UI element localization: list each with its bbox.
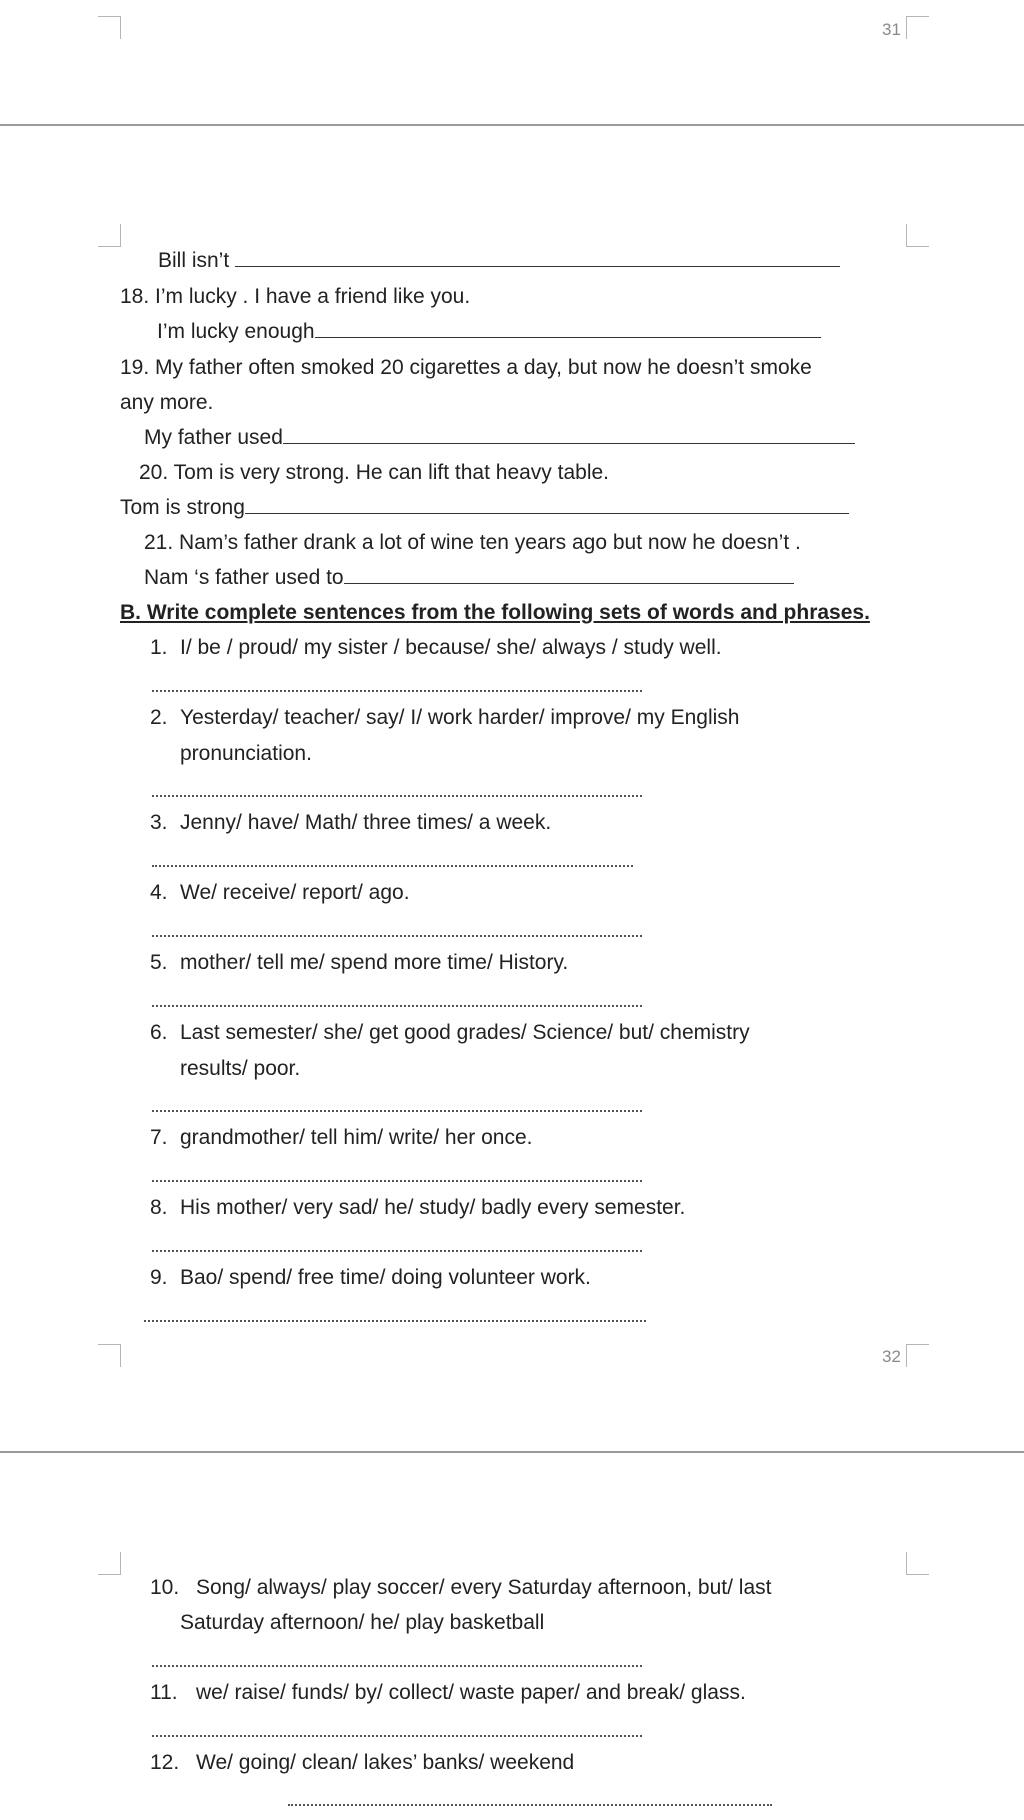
item-number: 5. (150, 951, 168, 974)
answer-dotted-line[interactable] (152, 1735, 642, 1737)
section-b-heading: B. Write complete sentences from the following sets of words and phrases. (120, 601, 870, 624)
exercise-item (150, 634, 722, 662)
exercise-item (150, 1264, 591, 1292)
item-prompt: I/ be / proud/ my sister / because/ she/ always / study well. (180, 636, 722, 659)
item-number: 6. (150, 1021, 168, 1044)
item-number: 10. (150, 1576, 180, 1599)
page-corner-mark (98, 224, 121, 247)
answer-dotted-line[interactable] (152, 795, 642, 797)
item-prompt: Jenny/ have/ Math/ three times/ a week. (180, 811, 552, 834)
exercise-item (150, 1679, 746, 1707)
answer-line (158, 247, 840, 275)
item-prompt: Song/ always/ play soccer/ every Saturday afternoon, but/ last (196, 1576, 772, 1599)
item-prompt: Bao/ spend/ free time/ doing volunteer work. (180, 1266, 591, 1289)
answer-blank[interactable] (283, 425, 855, 444)
page-corner-mark (906, 16, 929, 39)
answer-line (157, 318, 821, 346)
exercise-item (150, 704, 739, 732)
item-prompt-continued: pronunciation. (180, 742, 312, 765)
answer-dotted-line[interactable] (152, 1005, 642, 1007)
item-prompt: His mother/ very sad/ he/ study/ badly every semester. (180, 1196, 686, 1219)
answer-dotted-line[interactable] (288, 1804, 772, 1806)
item-number: 9. (150, 1266, 168, 1289)
item-prompt-continued: Saturday afternoon/ he/ play basketball (180, 1611, 545, 1634)
item-prompt: Yesterday/ teacher/ say/ I/ work harder/ improve/ my English (180, 706, 740, 729)
answer-blank[interactable] (315, 319, 821, 338)
exercise-item (150, 809, 551, 837)
page-corner-mark (98, 1552, 121, 1575)
question-prompt: 21. Nam’s father drank a lot of wine ten years ago but now he doesn’t . (144, 531, 801, 554)
exercise-item (150, 1019, 750, 1047)
page-corner-mark (98, 1344, 121, 1367)
exercise-item (150, 879, 410, 907)
answer-dotted-line[interactable] (152, 1180, 642, 1182)
item-number: 3. (150, 811, 168, 834)
item-number: 8. (150, 1196, 168, 1219)
question-prompt: 18. I’m lucky . I have a friend like you. (120, 285, 471, 308)
answer-blank[interactable] (344, 565, 794, 584)
answer-blank[interactable] (245, 495, 849, 514)
item-number: 2. (150, 706, 168, 729)
answer-line (144, 564, 794, 592)
page-number: 31 (882, 20, 901, 39)
answer-start-text: Tom is strong (120, 496, 245, 519)
answer-start-text: My father used (144, 426, 283, 449)
item-prompt: mother/ tell me/ spend more time/ History. (180, 951, 569, 974)
answer-line (144, 424, 855, 452)
item-prompt: We/ going/ clean/ lakes’ banks/ weekend (196, 1751, 575, 1774)
item-number: 11. (150, 1681, 178, 1704)
question-prompt-continued: any more. (120, 391, 214, 414)
item-prompt-continued: results/ poor. (180, 1057, 301, 1080)
answer-dotted-line[interactable] (152, 935, 642, 937)
exercise-item (150, 1194, 685, 1222)
answer-line (120, 494, 849, 522)
answer-dotted-line[interactable] (152, 1250, 642, 1252)
page-separator (0, 1451, 1024, 1453)
answer-blank[interactable] (235, 248, 840, 267)
page-number: 32 (882, 1347, 901, 1366)
exercise-item (150, 1124, 533, 1152)
answer-start-text: Nam ‘s father used to (144, 566, 344, 589)
item-number: 4. (150, 881, 168, 904)
page-corner-mark (906, 1552, 929, 1575)
answer-dotted-line[interactable] (152, 1110, 642, 1112)
answer-dotted-line[interactable] (144, 1320, 646, 1322)
item-prompt: we/ raise/ funds/ by/ collect/ waste paper/ and break/ glass. (196, 1681, 746, 1704)
exercise-item (150, 1574, 771, 1602)
question-prompt: 20. Tom is very strong. He can lift that heavy table. (139, 461, 610, 484)
page-separator (0, 124, 1024, 126)
item-number: 1. (150, 636, 168, 659)
page-corner-mark (906, 1344, 929, 1367)
answer-start-text: I’m lucky enough (157, 320, 315, 343)
item-prompt: Last semester/ she/ get good grades/ Science/ but/ chemistry (180, 1021, 750, 1044)
item-prompt: grandmother/ tell him/ write/ her once. (180, 1126, 533, 1149)
page-corner-mark (906, 224, 929, 247)
exercise-item (150, 949, 568, 977)
answer-dotted-line[interactable] (152, 865, 633, 867)
exercise-item (150, 1749, 574, 1777)
answer-dotted-line[interactable] (152, 690, 642, 692)
item-number: 12. (150, 1751, 180, 1774)
answer-start-text: Bill isn’t (158, 249, 230, 272)
item-prompt: We/ receive/ report/ ago. (180, 881, 410, 904)
answer-dotted-line[interactable] (152, 1665, 642, 1667)
item-number: 7. (150, 1126, 168, 1149)
page-corner-mark (98, 16, 121, 39)
question-prompt: 19. My father often smoked 20 cigarettes a day, but now he doesn’t smoke (120, 356, 812, 379)
